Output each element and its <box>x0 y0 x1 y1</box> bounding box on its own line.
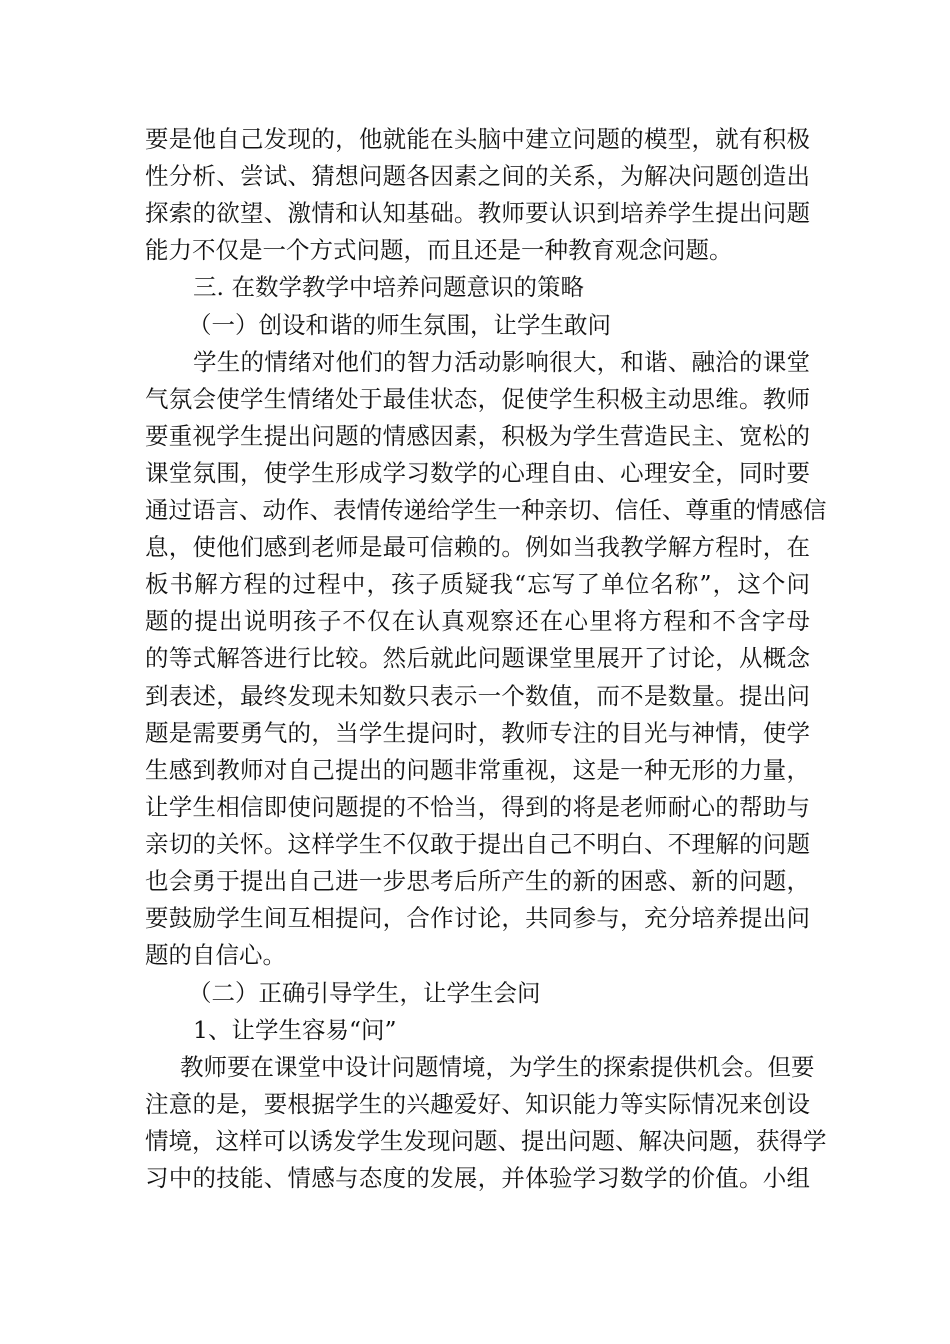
body-line: 性分析、尝试、猜想问题各因素之间的关系，为解决问题创造出 <box>145 162 810 190</box>
body-line: 习中的技能、情感与态度的发展，并体验学习数学的价值。小组 <box>145 1164 810 1192</box>
body-line: 通过语言、动作、表情传递给学生一种亲切、信任、尊重的情感信 <box>145 496 827 524</box>
body-line: 要鼓励学生间互相提问，合作讨论，共同参与，充分培养提出问 <box>145 904 810 932</box>
body-line: 的等式解答进行比较。然后就此问题课堂里展开了讨论，从概念 <box>145 644 810 672</box>
body-line: 注意的是，要根据学生的兴趣爱好、知识能力等实际情况来创设 <box>145 1090 810 1118</box>
body-line: 探索的欲望、激情和认知基础。教师要认识到培养学生提出问题 <box>145 199 810 227</box>
body-line: 题的提出说明孩子不仅在认真观察还在心里将方程和不含字母 <box>145 607 810 635</box>
section-heading: 三. 在数学教学中培养问题意识的策略 <box>193 273 584 301</box>
body-line: 课堂氛围，使学生形成学习数学的心理自由、心理安全，同时要 <box>145 459 810 487</box>
body-line: 能力不仅是一个方式问题，而且还是一种教育观念问题。 <box>145 236 733 264</box>
body-line: 息，使他们感到老师是最可信赖的。例如当我教学解方程时，在 <box>145 533 810 561</box>
subsection-heading: （一）创设和谐的师生氛围，让学生敢问 <box>188 311 611 339</box>
body-line: 板书解方程的过程中，孩子质疑我“忘写了单位名称”，这个问 <box>145 570 810 598</box>
body-line: 教师要在课堂中设计问题情境，为学生的探索提供机会。但要 <box>180 1053 815 1081</box>
body-line: 气氛会使学生情绪处于最佳状态，促使学生积极主动思维。教师 <box>145 385 810 413</box>
body-line: 题的自信心。 <box>145 941 286 969</box>
subsection-heading: 1、让学生容易“问” <box>193 1016 397 1044</box>
body-line: 到表述，最终发现未知数只表示一个数值，而不是数量。提出问 <box>145 682 810 710</box>
subsection-heading: （二）正确引导学生，让学生会问 <box>188 979 541 1007</box>
body-line: 要重视学生提出问题的情感因素，积极为学生营造民主、宽松的 <box>145 422 810 450</box>
body-line: 学生的情绪对他们的智力活动影响很大，和谐、融洽的课堂 <box>193 348 810 376</box>
body-line: 题是需要勇气的，当学生提问时，教师专注的目光与神情，使学 <box>145 719 810 747</box>
body-line: 要是他自己发现的，他就能在头脑中建立问题的模型，就有积极 <box>145 125 810 153</box>
body-line: 亲切的关怀。这样学生不仅敢于提出自己不明白、不理解的问题 <box>145 830 810 858</box>
body-line: 让学生相信即使问题提的不恰当，得到的将是老师耐心的帮助与 <box>145 793 810 821</box>
body-line: 情境，这样可以诱发学生发现问题、提出问题、解决问题，获得学 <box>145 1127 827 1155</box>
body-line: 也会勇于提出自己进一步思考后所产生的新的困惑、新的问题， <box>145 867 810 895</box>
body-line: 生感到教师对自己提出的问题非常重视，这是一种无形的力量， <box>145 756 810 784</box>
